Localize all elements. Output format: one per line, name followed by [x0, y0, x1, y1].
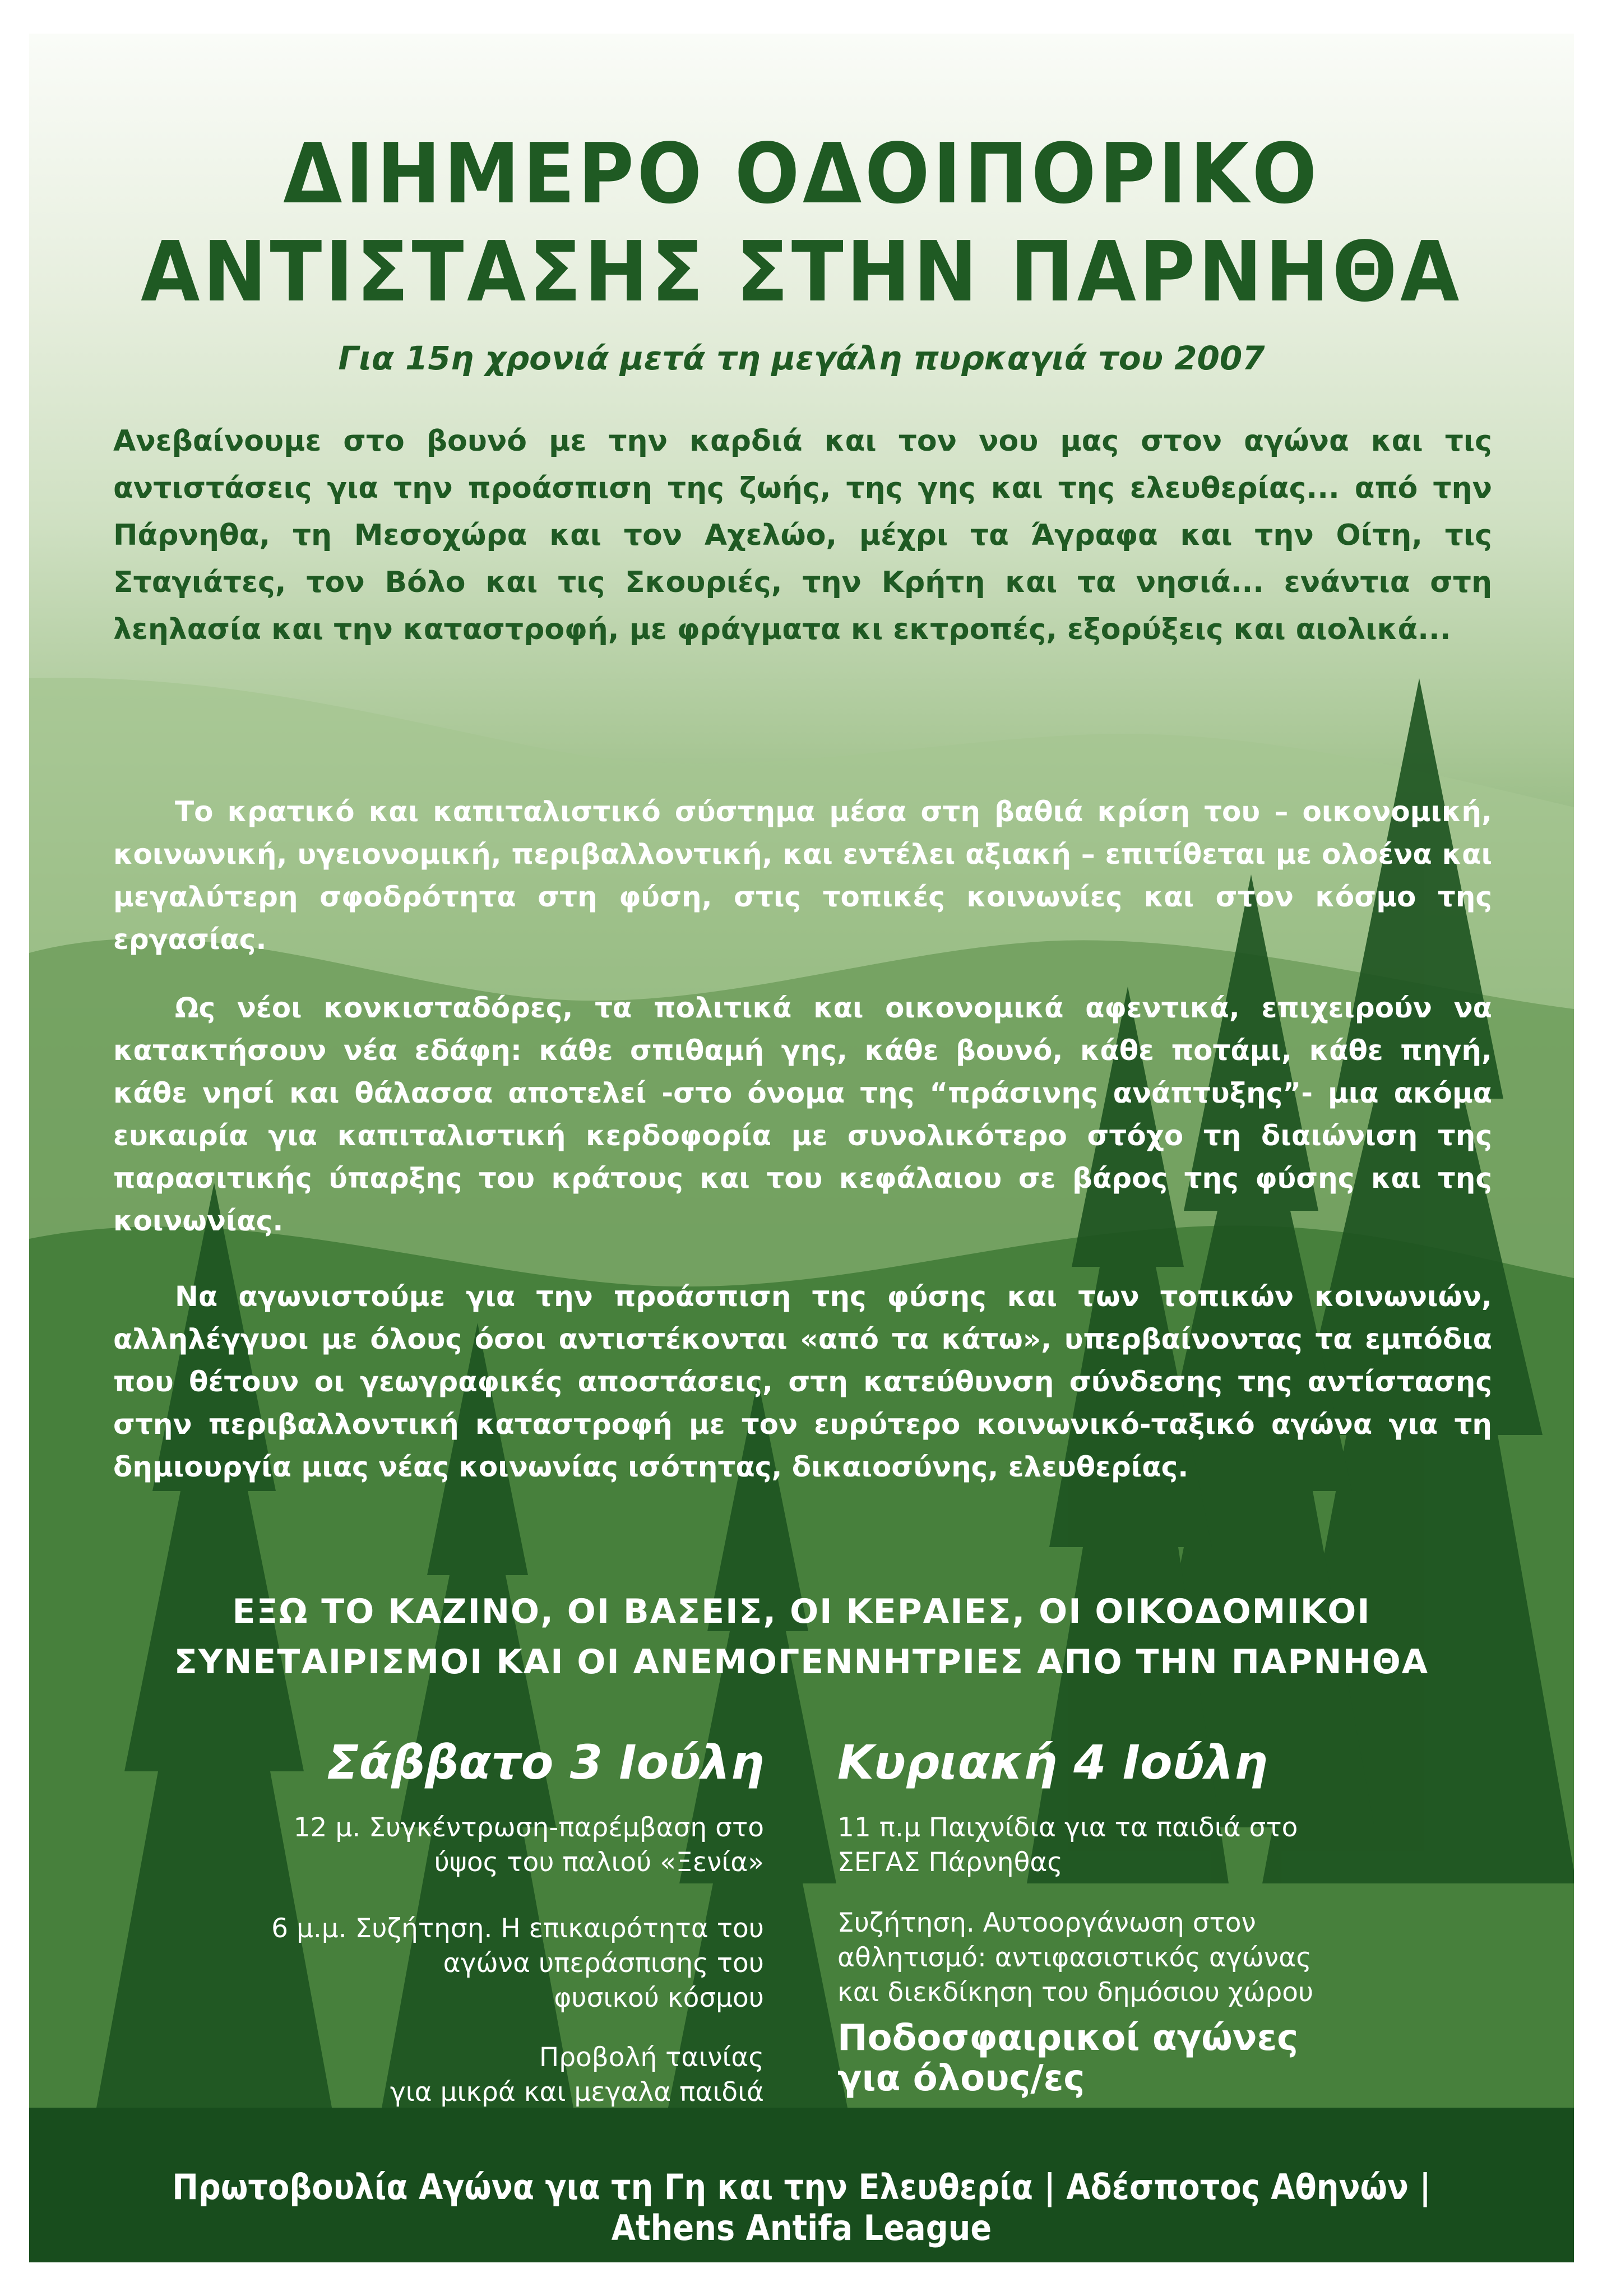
event-line: αγώνα υπεράσπισης του: [443, 1948, 764, 1979]
demand-line-1: ΕΞΩ ΤΟ ΚΑΖΙΝΟ, ΟΙ ΒΑΣΕΙΣ, ΟΙ ΚΕΡΑΙΕΣ, ΟΙ ΟΙΚΟΔΟΜΙΚΟΙ: [232, 1592, 1371, 1631]
event-line: φυσικού κόσμου: [554, 1983, 764, 2013]
footer-organizers: Πρωτοβουλία Αγώνα για τη Γη και την Ελευθερία | Αδέσποτος Αθηνών | Athens Antifa League: [172, 2167, 1431, 2248]
event-line: 12 μ. Συγκέντρωση-παρέμβαση στο: [293, 1812, 764, 1843]
saturday-event-2: [136, 1911, 764, 2016]
saturday-title: Σάββατο 3 Ιούλη: [327, 1735, 764, 1790]
event-line: 11 π.μ Παιχνίδια για τα παιδιά στο: [837, 1812, 1298, 1843]
body-paragraph-3: Να αγωνιστούμε για την προάσπιση της φύσης και των τοπικών κοινωνιών, αλληλέγγυοι με όλους όσοι αντιστέκονται «από τα κάτω», υπερβαίνοντας τα εμπόδια που θέτουν οι γεωγραφικές αποστάσεις, στη κατεύθυνση σύνδεσης της αντίστασης στην περιβαλλοντική καταστροφή με τον ευρύτερο κοινωνικό-ταξικό αγώνα για τη δημιουργία μιας νέας κοινωνίας ισότητας, δικαιοσύνης, ελευθερίας.: [113, 1280, 1492, 1483]
event-line: Ποδοσφαιρικοί αγώνες: [837, 2017, 1299, 2059]
event-line: για όλους/ες: [837, 2058, 1085, 2099]
saturday-event-3: [136, 2040, 764, 2110]
event-line: αθλητισμό: αντιφασιστικός αγώνας: [837, 1942, 1312, 1973]
poster: [29, 34, 1574, 2262]
event-line: και διεκδίκηση του δημόσιου χώρου: [837, 1977, 1314, 2008]
subtitle: Για 15η χρονιά μετά τη μεγάλη πυρκαγιά του 2007: [338, 339, 1265, 377]
saturday-event-1: [136, 1811, 764, 1880]
body-paragraph-1: Το κρατικό και καπιταλιστικό σύστημα μέσα στη βαθιά κρίση του – οικονομική, κοινωνική, υγειονομική, περιβαλλοντική, και εντέλει αξιακή – επιτίθεται με ολοένα και μεγαλύτερη σφοδρότητα στη φύση, στις τοπικές κοινωνίες και στον κόσμο της εργασίας.: [113, 795, 1492, 956]
event-line: ΣΕΓΑΣ Πάρνηθας: [837, 1847, 1063, 1878]
event-line: Συζήτηση. Αυτοοργάνωση στον: [837, 1908, 1256, 1938]
event-line: για μικρά και μεγαλα παιδιά: [390, 2077, 764, 2108]
event-line: ύψος του παλιού «Ξενία»: [434, 1847, 764, 1878]
title-line-2: ΑΝΤΙΣΤΑΣΗΣ ΣΤΗΝ ΠΑΡΝΗΘΑ: [141, 224, 1462, 320]
sunday-event-3: [837, 2018, 1465, 2099]
title-line-1: ΔΙΗΜΕΡΟ ΟΔΟΙΠΟΡΙΚΟ: [283, 126, 1320, 222]
intro-paragraph: Ανεβαίνουμε στο βουνό με την καρδιά και τον νου μας στον αγώνα και τις αντιστάσεις για την προάσπιση της ζωής, της γης και της ελευθερίας... από την Πάρνηθα, τη Μεσοχώρα και τον Αχελώο, μέχρι τα Άγραφα και την Οίτη, τις Σταγιάτες, τον Βόλο και τις Σκουριές, την Κρήτη και τα νησιά... ενάντια στη λεηλασία και την καταστροφή, με φράγματα κι εκτροπές, εξορύξεις και αιολικά...: [113, 424, 1492, 646]
event-line: Προβολή ταινίας: [539, 2042, 764, 2073]
sunday-event-2: [837, 1906, 1465, 2010]
sunday-event-1: [837, 1811, 1465, 1880]
body-paragraph-2: Ως νέοι κονκισταδόρες, τα πολιτικά και οικονομικά αφεντικά, επιχειρούν να κατακτήσουν νέα εδάφη: κάθε σπιθαμή γης, κάθε βουνό, κάθε ποτάμι, κάθε πηγή, κάθε νησί και θάλασσα αποτελεί -στο όνομα της “πράσινης ανάπτυξης”- μια ακόμα ευκαιρία για καπιταλιστική κερδοφορία με συνολικότερο στόχο τη διαιώνιση της παρασιτικής ύπαρξης του κράτους και του κεφάλαιου σε βάρος της φύσης και της κοινωνίας.: [113, 992, 1492, 1237]
event-line: 6 μ.μ. Συζήτηση. Η επικαιρότητα του: [271, 1913, 764, 1944]
demand-line-2: ΣΥΝΕΤΑΙΡΙΣΜΟΙ ΚΑΙ ΟΙ ΑΝΕΜΟΓΕΝΝΗΤΡΙΕΣ ΑΠΟ ΤΗΝ ΠΑΡΝΗΘΑ: [174, 1642, 1429, 1682]
sunday-title: Κυριακή 4 Ιούλη: [837, 1735, 1268, 1790]
